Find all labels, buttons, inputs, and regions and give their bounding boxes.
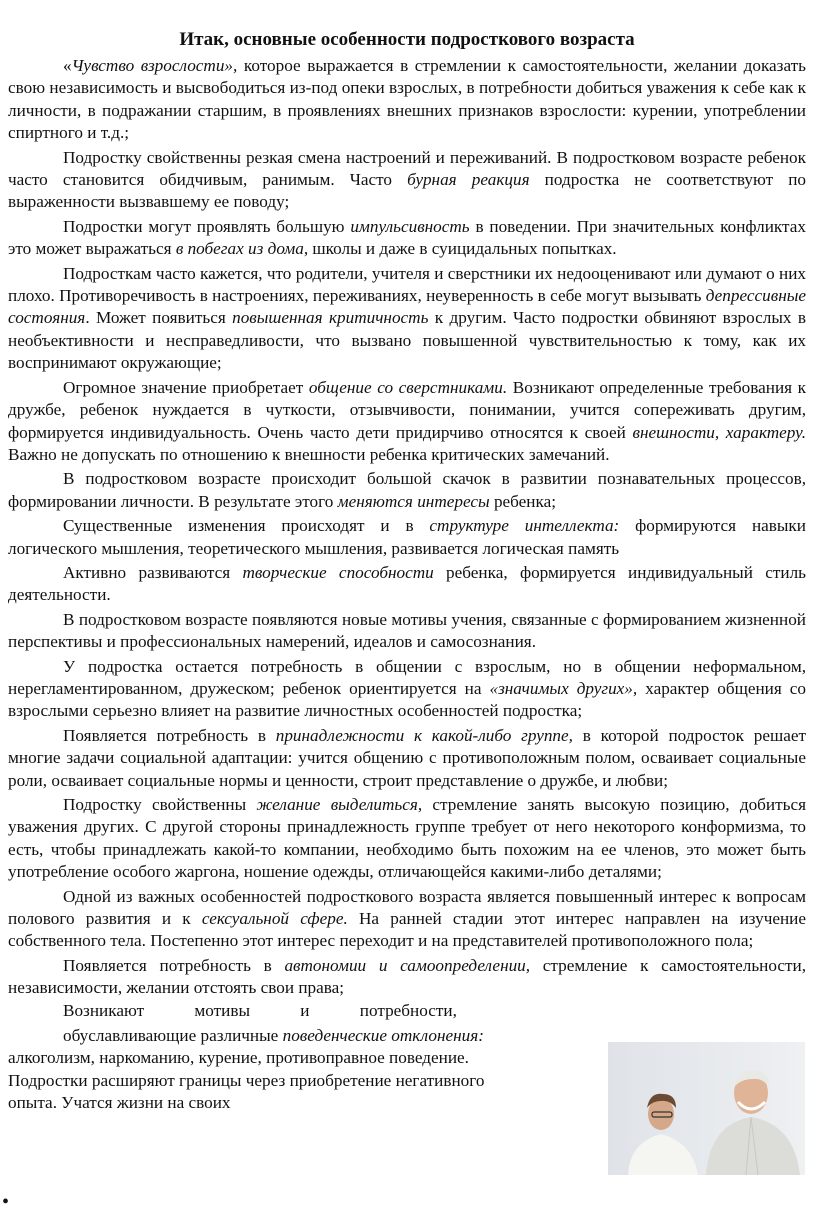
paragraph-text: Подростку свойственны резкая смена настроений и переживаний. В подростковом возрасте ребенок часто становится обидчивым, ранимым. Часто [8,147,806,190]
tail-line-4: Подростки расширяют границы через приобретение негативного [8,1070,485,1090]
paragraph-text: Подростку свойственны [63,795,257,814]
emphasis-text: сексуальной сфере. [201,909,348,929]
body-paragraph [8,725,806,792]
paragraph-text: « [63,56,72,75]
teen-and-elder-photo [608,1042,805,1175]
tail-paragraph-line2 [8,1025,568,1047]
tail-line-1: Возникают мотивы и потребности, [63,1000,457,1020]
emphasis-text: меняются интересы [337,491,490,511]
paragraph-text: к другим. Часто подростки обвиняют взрослых в необъективности и несправедливости, что вызвано повышенной чувствительностью к тому, как их воспринимают окружающие; [8,308,806,373]
tail-paragraph-line1 [8,1000,568,1022]
paragraph-text: В подростковом возрасте появляются новые мотивы учения, связанные с формированием жизненной перспективы и профессиональных намерений, идеалов и самосознания. [8,609,806,652]
paragraph-text: Важно не допускать по отношению к внешности ребенка критических замечаний. [8,444,610,464]
emphasis-text: в побегах из дома [175,239,304,259]
body-paragraph [8,794,806,884]
emphasis-text: автономии и самоопределении, [284,955,531,975]
body-paragraph [8,609,806,654]
emphasis-text: принадлежности к какой-либо группе, [275,725,573,745]
paragraph-text: , школы и даже в суицидальных попытках. [303,239,617,259]
paragraph-text: подростка не соответствуют по выраженности вызвавшему ее поводу; [8,170,806,212]
list-bullet: • [2,1191,10,1213]
paragraph-text: В подростковом возрасте происходит большой скачок в развитии познавательных процессов, формировании личности. В результате этого [8,469,806,511]
paragraph-text: Одной из важных особенностей подросткового возраста является повышенный интерес к вопросам полового развития и к [8,886,806,929]
paragraph-text: У подростка остается потребность в общении с взрослым, но в общении неформальном, нерегламентированном, дружеском; ребенок ориентируется на [8,656,806,698]
paragraph-text: Появляется потребность в [63,725,276,745]
paragraph-text: в которой подросток решает многие задачи социальной адаптации: учится общению с противоположным полом, осваивает социальные роли, осваивает социальные нормы и ценности, строит представление о дружбе, и любви; [8,725,806,790]
emphasis-text: «значимых других», [489,678,638,698]
paragraph-text: Возникают определенные требования к дружбе, ребенок нуждается в чуткости, отзывчивости, понимании, учится сопереживать другим, формируется индивидуальность. Очень часто дети придирчиво относятся к своей [8,377,807,442]
emphasis-text: бурная реакция [407,170,530,190]
paragraph-text: На ранней стадии этот интерес направлен на изучение собственного тела. Постепенно этот интерес переходит и на представителей противоположного пола; [8,909,807,951]
paragraph-text: Подросткам часто кажется, что родители, учителя и сверстники их недооценивают или думают о них плохо. Противоречивость в настроениях, переживаниях, неуверенность в себе могут вызывать [8,263,806,306]
body-paragraph [8,55,806,145]
tail-line-3: алкоголизм, наркоманию, курение, противоправное поведение. [8,1048,469,1068]
tail-line-5: опыта. Учатся жизни на своих [8,1093,231,1113]
paragraph-list [8,55,806,1000]
paragraph-text: ребенка; [489,491,556,511]
emphasis-text: желание выделиться, [256,795,423,814]
paragraph-text: Существенные изменения происходят и в [63,516,430,536]
paragraph-text: которое выражается в стремлении к самостоятельности, желании доказать свою независимость и высвободиться из-под опеки взрослых, в потребности добиться уважения к себе как к личности, в подражании старшим, в проявлениях внешних признаков взрослости: курении, употреблении спиртного и т.д.; [8,56,806,143]
emphasis-text: импульсивность [350,216,470,236]
body-paragraph [8,886,806,953]
body-paragraph [8,377,806,467]
tail-line-2-italic: поведенческие отклонения: [282,1026,484,1046]
body-paragraph [8,216,806,261]
emphasis-text: повышенная критичность [232,308,429,328]
paragraph-text: . Может появиться [85,308,233,328]
emphasis-text: творческие способности [242,562,434,582]
emphasis-text: Чувство взрослости», [71,56,238,75]
paragraph-text: стремление к самостоятельности, независимости, желании отстоять свои права; [8,955,807,998]
paragraph-text: стремление занять высокую позицию, добиться уважения других. С другой стороны принадлежность группе требует от него некоторого конформизма, то есть, чтобы принадлежать какой-то компании, необходимо быть похожим на ее членов, это может быть употребление особого жаргона, ношение одежды, отличающейся какими-либо деталями; [8,795,806,882]
tail-line-2-pre: обуславливающие различные [63,1026,283,1046]
paragraph-text: характер общения со взрослыми серьезно влияет на развитие личностных особенностей подростка; [8,678,806,721]
body-paragraph [8,515,806,560]
body-paragraph [8,263,806,375]
body-paragraph [8,468,806,513]
paragraph-text: Подростки могут проявлять большую [63,216,351,236]
body-paragraph [8,656,806,723]
page-title: Итак, основные особенности подросткового возраста [179,29,635,50]
body-paragraph [8,955,806,1000]
document-page [8,28,806,1115]
paragraph-text: в поведении. При значительных конфликтах это может выражаться [8,216,806,259]
emphasis-text: внешности, характеру. [632,422,807,442]
emphasis-text: общение со сверстниками. [308,377,508,397]
emphasis-text: структуре интеллекта: [429,516,620,536]
body-paragraph [8,147,806,214]
emphasis-text: депрессивные состояния [8,286,806,328]
body-paragraph [8,562,806,607]
paragraph-text: Активно развиваются [63,562,243,582]
paragraph-text: Появляется потребность в [63,955,285,975]
paragraph-text: ребенка, формируется индивидуальный стиль деятельности. [8,562,806,605]
paragraph-text: Огромное значение приобретает [63,377,309,397]
paragraph-text: формируются навыки логического мышления, теоретического мышления, развивается логическая память [8,516,806,558]
